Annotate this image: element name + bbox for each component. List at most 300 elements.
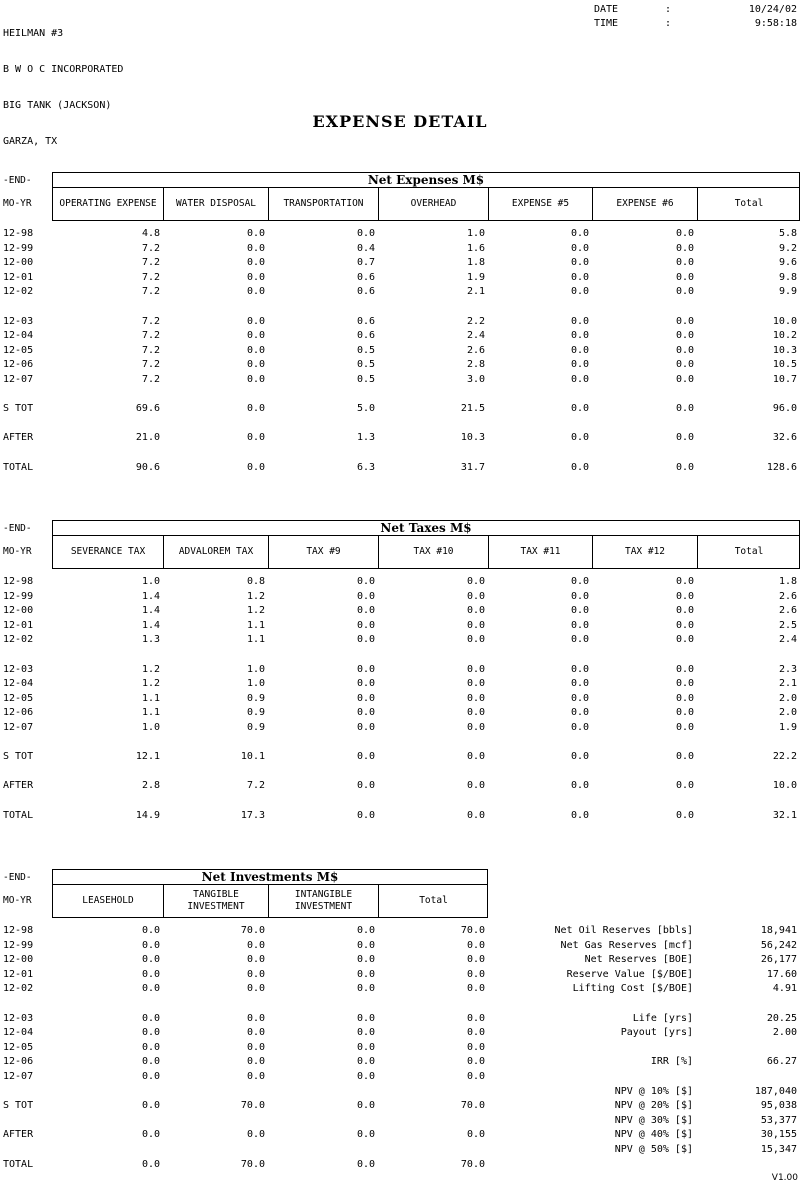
taxes-cell: 1.2 — [141, 678, 160, 690]
taxes-cell: 0.0 — [466, 634, 485, 646]
taxes-cell: 0.0 — [570, 692, 589, 704]
taxes-cell: 12.1 — [135, 751, 160, 763]
expenses-cell: 9.2 — [778, 242, 797, 254]
expenses-cell: 9.6 — [778, 257, 797, 269]
taxes-cell: 2.6 — [778, 590, 797, 602]
expenses-cell: 0.0 — [246, 228, 265, 239]
taxes-cell: 0.0 — [466, 590, 485, 602]
investments-cell: 0.0 — [356, 1129, 375, 1141]
expenses-cell: 0.0 — [246, 344, 265, 356]
taxes-cell: 0.0 — [570, 576, 589, 587]
expenses-cell: 0.4 — [356, 242, 375, 254]
investments-cell: 70.0 — [460, 1100, 485, 1112]
investments-row-label: 12-03 — [3, 1012, 34, 1024]
investments-row-label: 12-98 — [3, 925, 34, 936]
investments-cell: 0.0 — [141, 1027, 160, 1039]
expenses-row-label: 12-07 — [3, 374, 34, 385]
expenses-cell: 9.8 — [778, 271, 797, 283]
expenses-cell: 2.1 — [466, 286, 485, 298]
expenses-cell: 5.8 — [778, 228, 797, 239]
taxes-cell: 2.0 — [778, 707, 797, 719]
expenses-cell: 0.0 — [246, 257, 265, 269]
expenses-cell: 3.0 — [466, 374, 485, 385]
investments-cell: 0.0 — [466, 939, 485, 951]
taxes-cell: 0.0 — [570, 605, 589, 617]
taxes-cell: 1.2 — [141, 663, 160, 675]
investments-end-label: -END- — [3, 872, 32, 883]
expenses-cell: 0.0 — [570, 359, 589, 371]
taxes-column-header: TAX #11 — [520, 546, 561, 557]
expenses-cell: 2.4 — [466, 330, 485, 342]
expenses-row-label: 12-00 — [3, 257, 34, 269]
investments-cell: 0.0 — [141, 968, 160, 980]
expenses-cell: 21.0 — [135, 432, 160, 444]
expenses-cell: 0.0 — [246, 374, 265, 385]
taxes-cell: 2.8 — [141, 780, 160, 792]
taxes-cell: 0.0 — [356, 678, 375, 690]
expenses-cell: 0.0 — [675, 432, 694, 444]
field-name: BIG TANK (JACKSON) — [3, 100, 112, 111]
taxes-cell: 1.2 — [246, 605, 265, 617]
taxes-cell: 0.9 — [246, 707, 265, 719]
expenses-cell: 0.0 — [570, 242, 589, 254]
expenses-cell: 2.6 — [466, 344, 485, 356]
expenses-cell: 7.2 — [141, 242, 160, 254]
taxes-cell: 0.0 — [675, 780, 694, 792]
investments-cell: 0.0 — [246, 954, 265, 966]
expenses-cell: 0.0 — [675, 286, 694, 298]
taxes-cell: 0.0 — [675, 809, 694, 821]
expenses-row-label: 12-06 — [3, 359, 34, 371]
investments-row-label: 12-00 — [3, 954, 34, 966]
investments-group-title: Net Investments M$ — [201, 870, 339, 884]
expenses-cell: 10.0 — [772, 315, 797, 327]
taxes-cell: 0.0 — [570, 634, 589, 646]
taxes-cell: 0.0 — [466, 780, 485, 792]
summary-value: 66.27 — [766, 1056, 797, 1068]
taxes-end-label: -END- — [3, 523, 32, 534]
investments-cell: 0.0 — [356, 1056, 375, 1068]
expenses-column-header: Total — [734, 198, 764, 209]
expenses-column-header: EXPENSE #6 — [616, 198, 674, 209]
summary-label: Net Gas Reserves [mcf] — [560, 939, 693, 951]
expenses-cell: 4.8 — [141, 228, 160, 239]
expenses-cell: 1.3 — [356, 432, 375, 444]
expenses-cell: 0.0 — [570, 315, 589, 327]
report-header-block — [3, 4, 123, 160]
expenses-cell: 0.0 — [570, 403, 589, 415]
investments-row-label: 12-01 — [3, 968, 34, 980]
expenses-cell: 0.0 — [570, 271, 589, 283]
investments-cell: 0.0 — [141, 983, 160, 995]
investments-cell: 0.0 — [141, 1041, 160, 1053]
investments-row-label: 12-05 — [3, 1041, 34, 1053]
investments-cell: 70.0 — [240, 1158, 265, 1170]
investments-cell: 0.0 — [246, 983, 265, 995]
taxes-cell: 0.0 — [570, 678, 589, 690]
taxes-cell: 0.0 — [675, 678, 694, 690]
taxes-row-label: AFTER — [3, 780, 34, 792]
expenses-cell: 0.5 — [356, 344, 375, 356]
investments-column-header: Total — [419, 895, 448, 906]
expenses-cell: 0.0 — [246, 330, 265, 342]
taxes-moyr-label: MO-YR — [3, 546, 32, 557]
taxes-cell: 17.3 — [240, 809, 265, 821]
expenses-cell: 21.5 — [460, 403, 485, 415]
taxes-cell: 7.2 — [246, 780, 265, 792]
expenses-cell: 31.7 — [460, 461, 485, 473]
summary-value: 53,377 — [760, 1114, 797, 1126]
expenses-cell: 0.0 — [675, 403, 694, 415]
taxes-row-label: 12-03 — [3, 663, 34, 675]
investments-cell: 0.0 — [466, 968, 485, 980]
expenses-row-label: TOTAL — [3, 461, 34, 473]
summary-label: Lifting Cost [$/BOE] — [572, 983, 693, 995]
taxes-cell: 32.1 — [772, 809, 797, 821]
investments-row-label: TOTAL — [3, 1158, 34, 1170]
taxes-column-header: TAX #9 — [306, 546, 341, 557]
taxes-cell: 0.0 — [570, 722, 589, 733]
taxes-cell: 0.0 — [570, 780, 589, 792]
expenses-cell: 0.0 — [675, 228, 694, 239]
expenses-cell: 0.0 — [570, 257, 589, 269]
expenses-row-label: 12-99 — [3, 242, 34, 254]
taxes-cell: 1.3 — [141, 634, 160, 646]
investments-cell: 0.0 — [466, 1056, 485, 1068]
expenses-cell: 0.0 — [246, 315, 265, 327]
investments-cell: 0.0 — [356, 1027, 375, 1039]
summary-value: 95,038 — [760, 1100, 797, 1112]
expenses-cell: 32.6 — [772, 432, 797, 444]
investments-row-label: S TOT — [3, 1100, 34, 1112]
expenses-cell: 7.2 — [141, 286, 160, 298]
investments-row-label: 12-02 — [3, 983, 34, 995]
company-name: B W O C INCORPORATED — [3, 64, 124, 75]
taxes-cell: 0.0 — [356, 692, 375, 704]
taxes-cell: 1.2 — [246, 590, 265, 602]
taxes-cell: 0.0 — [570, 590, 589, 602]
expenses-cell: 0.5 — [356, 359, 375, 371]
expenses-cell: 7.2 — [141, 330, 160, 342]
expenses-cell: 7.2 — [141, 315, 160, 327]
expenses-cell: 10.2 — [772, 330, 797, 342]
taxes-cell: 0.0 — [570, 619, 589, 631]
investments-cell: 0.0 — [356, 939, 375, 951]
investments-cell: 0.0 — [466, 954, 485, 966]
taxes-cell: 1.0 — [246, 678, 265, 690]
taxes-cell: 0.0 — [356, 809, 375, 821]
investments-cell: 0.0 — [466, 983, 485, 995]
expenses-cell: 0.0 — [675, 461, 694, 473]
summary-value: 4.91 — [772, 983, 797, 995]
expenses-cell: 0.0 — [356, 228, 375, 239]
taxes-cell: 1.4 — [141, 590, 160, 602]
investments-cell: 70.0 — [460, 925, 485, 936]
investments-cell: 70.0 — [240, 925, 265, 936]
taxes-row-label: 12-99 — [3, 590, 34, 602]
taxes-cell: 0.0 — [356, 576, 375, 587]
investments-cell: 0.0 — [356, 968, 375, 980]
taxes-cell: 0.0 — [466, 722, 485, 733]
summary-value: 2.00 — [772, 1027, 797, 1039]
summary-label: NPV @ 50% [$] — [614, 1144, 693, 1155]
investments-column-header: TANGIBLE INVESTMENT — [187, 889, 245, 912]
taxes-row-label: 12-05 — [3, 692, 34, 704]
expenses-cell: 10.3 — [772, 344, 797, 356]
expenses-cell: 0.0 — [570, 374, 589, 385]
expenses-cell: 96.0 — [772, 403, 797, 415]
investments-cell: 0.0 — [356, 1012, 375, 1024]
investments-cell: 0.0 — [466, 1071, 485, 1082]
investments-moyr-label: MO-YR — [3, 895, 32, 906]
expenses-row-label: 12-98 — [3, 228, 34, 239]
expenses-row-label: 12-05 — [3, 344, 34, 356]
expenses-cell: 128.6 — [766, 461, 797, 473]
version-label: V1.00 — [771, 1173, 798, 1183]
taxes-cell: 10.0 — [772, 780, 797, 792]
taxes-column-header: TAX #10 — [413, 546, 454, 557]
expenses-cell: 10.3 — [460, 432, 485, 444]
time-separator: : — [665, 18, 672, 29]
expenses-cell: 0.0 — [246, 432, 265, 444]
taxes-cell: 0.0 — [675, 692, 694, 704]
taxes-cell: 2.6 — [778, 605, 797, 617]
investments-cell: 0.0 — [141, 1056, 160, 1068]
taxes-cell: 0.0 — [356, 707, 375, 719]
investments-cell: 70.0 — [240, 1100, 265, 1112]
taxes-cell: 0.0 — [466, 751, 485, 763]
investments-cell: 0.0 — [466, 1012, 485, 1024]
expenses-cell: 0.0 — [246, 403, 265, 415]
expenses-cell: 7.2 — [141, 271, 160, 283]
expenses-cell: 0.0 — [570, 228, 589, 239]
investments-cell: 0.0 — [246, 1071, 265, 1082]
expenses-cell: 0.0 — [246, 359, 265, 371]
expenses-column-header: TRANSPORTATION — [283, 198, 364, 209]
investments-cell: 0.0 — [466, 1041, 485, 1053]
taxes-cell: 0.0 — [675, 605, 694, 617]
taxes-cell: 0.0 — [570, 809, 589, 821]
expenses-cell: 6.3 — [356, 461, 375, 473]
taxes-cell: 0.0 — [466, 663, 485, 675]
summary-label: Payout [yrs] — [620, 1027, 693, 1039]
investments-cell: 0.0 — [246, 1041, 265, 1053]
expenses-row-label: 12-04 — [3, 330, 34, 342]
investments-cell: 0.0 — [141, 1071, 160, 1082]
investments-cell: 0.0 — [246, 1056, 265, 1068]
taxes-cell: 14.9 — [135, 809, 160, 821]
investments-row-label: 12-99 — [3, 939, 34, 951]
expenses-cell: 0.6 — [356, 330, 375, 342]
taxes-row-label: TOTAL — [3, 809, 34, 821]
expenses-cell: 0.0 — [675, 344, 694, 356]
investments-row-label: 12-07 — [3, 1071, 34, 1082]
investments-cell: 0.0 — [141, 925, 160, 936]
investments-cell: 0.0 — [246, 1129, 265, 1141]
taxes-cell: 0.0 — [570, 707, 589, 719]
taxes-cell: 0.0 — [466, 605, 485, 617]
summary-label: IRR [%] — [650, 1056, 693, 1068]
investments-cell: 0.0 — [141, 939, 160, 951]
summary-label: NPV @ 10% [$] — [614, 1085, 693, 1097]
taxes-cell: 1.1 — [141, 707, 160, 719]
taxes-cell: 0.0 — [356, 780, 375, 792]
taxes-column-header: ADVALOREM TAX — [178, 546, 254, 557]
expenses-cell: 2.8 — [466, 359, 485, 371]
taxes-cell: 0.0 — [356, 619, 375, 631]
taxes-cell: 1.1 — [246, 634, 265, 646]
summary-label: NPV @ 40% [$] — [614, 1129, 693, 1141]
expenses-cell: 0.7 — [356, 257, 375, 269]
expenses-cell: 2.2 — [466, 315, 485, 327]
expenses-cell: 0.0 — [675, 257, 694, 269]
expenses-group-title: Net Expenses M$ — [367, 173, 485, 187]
taxes-cell: 0.0 — [466, 619, 485, 631]
summary-label: Net Reserves [BOE] — [584, 954, 693, 966]
expenses-cell: 0.0 — [570, 286, 589, 298]
taxes-cell: 1.9 — [778, 722, 797, 733]
taxes-row-label: S TOT — [3, 751, 34, 763]
expenses-column-header: OPERATING EXPENSE — [59, 198, 157, 209]
investments-cell: 0.0 — [356, 1041, 375, 1053]
expenses-cell: 0.0 — [675, 330, 694, 342]
investments-cell: 0.0 — [356, 1071, 375, 1082]
taxes-cell: 1.1 — [246, 619, 265, 631]
investments-row-label: AFTER — [3, 1129, 34, 1141]
page-title: EXPENSE DETAIL — [312, 112, 488, 131]
expenses-cell: 5.0 — [356, 403, 375, 415]
investments-cell: 0.0 — [246, 968, 265, 980]
taxes-column-header: Total — [734, 546, 764, 557]
investments-cell: 70.0 — [460, 1158, 485, 1170]
investments-cell: 0.0 — [466, 1027, 485, 1039]
investments-cell: 0.0 — [466, 1129, 485, 1141]
summary-label: Net Oil Reserves [bbls] — [554, 925, 693, 936]
expenses-cell: 0.0 — [675, 315, 694, 327]
time-label: TIME — [594, 18, 619, 29]
taxes-cell: 0.0 — [675, 663, 694, 675]
investments-cell: 0.0 — [246, 1012, 265, 1024]
expenses-cell: 0.0 — [246, 286, 265, 298]
summary-label: Life [yrs] — [632, 1012, 693, 1024]
taxes-cell: 0.0 — [356, 663, 375, 675]
investments-cell: 0.0 — [356, 1158, 375, 1170]
taxes-cell: 22.2 — [772, 751, 797, 763]
taxes-cell: 0.0 — [675, 619, 694, 631]
expenses-cell: 0.0 — [246, 461, 265, 473]
investments-cell: 0.0 — [246, 939, 265, 951]
taxes-row-label: 12-07 — [3, 722, 34, 733]
investments-cell: 0.0 — [141, 1012, 160, 1024]
taxes-cell: 0.0 — [675, 707, 694, 719]
expenses-row-label: 12-01 — [3, 271, 34, 283]
expenses-column-header: OVERHEAD — [410, 198, 457, 209]
investments-cell: 0.0 — [141, 1158, 160, 1170]
taxes-cell: 1.0 — [141, 722, 160, 733]
expenses-cell: 0.6 — [356, 286, 375, 298]
taxes-cell: 2.3 — [778, 663, 797, 675]
expenses-row-label: 12-03 — [3, 315, 34, 327]
taxes-column-header: TAX #12 — [624, 546, 666, 557]
expenses-cell: 1.9 — [466, 271, 485, 283]
investments-cell: 0.0 — [356, 925, 375, 936]
expenses-cell: 0.0 — [675, 359, 694, 371]
summary-value: 187,040 — [754, 1085, 797, 1097]
investments-cell: 0.0 — [141, 1100, 160, 1112]
taxes-cell: 0.8 — [246, 576, 265, 587]
investments-cell: 0.0 — [356, 983, 375, 995]
expenses-column-header: WATER DISPOSAL — [175, 198, 257, 209]
investments-cell: 0.0 — [356, 954, 375, 966]
taxes-cell: 0.0 — [675, 751, 694, 763]
date-value: 10/24/02 — [748, 4, 797, 15]
expenses-cell: 69.6 — [135, 403, 160, 415]
taxes-cell: 0.0 — [356, 590, 375, 602]
date-separator: : — [665, 4, 672, 15]
taxes-row-label: 12-98 — [3, 576, 34, 587]
expenses-cell: 7.2 — [141, 359, 160, 371]
summary-value: 15,347 — [760, 1144, 797, 1155]
expenses-cell: 0.0 — [246, 271, 265, 283]
taxes-cell: 2.0 — [778, 692, 797, 704]
expenses-cell: 0.6 — [356, 315, 375, 327]
taxes-cell: 0.0 — [356, 722, 375, 733]
expenses-row-label: S TOT — [3, 403, 34, 415]
expenses-cell: 7.2 — [141, 344, 160, 356]
expenses-cell: 9.9 — [778, 286, 797, 298]
expenses-cell: 90.6 — [135, 461, 160, 473]
expenses-cell: 0.5 — [356, 374, 375, 385]
investments-row-label: 12-06 — [3, 1056, 34, 1068]
taxes-cell: 1.1 — [141, 692, 160, 704]
expenses-row-label: AFTER — [3, 432, 34, 444]
taxes-cell: 0.0 — [570, 751, 589, 763]
investments-cell: 0.0 — [246, 1027, 265, 1039]
taxes-row-label: 12-00 — [3, 605, 34, 617]
expenses-row-label: 12-02 — [3, 286, 34, 298]
expenses-cell: 0.0 — [675, 271, 694, 283]
county-state: GARZA, TX — [3, 136, 58, 147]
expenses-cell: 10.5 — [772, 359, 797, 371]
taxes-cell: 0.9 — [246, 722, 265, 733]
time-value: 9:58:18 — [754, 18, 797, 29]
taxes-cell: 2.4 — [778, 634, 797, 646]
expenses-cell: 7.2 — [141, 374, 160, 385]
taxes-cell: 0.0 — [466, 707, 485, 719]
taxes-cell: 0.0 — [675, 576, 694, 587]
taxes-cell: 0.0 — [356, 605, 375, 617]
taxes-cell: 10.1 — [240, 751, 265, 763]
expenses-cell: 0.0 — [570, 330, 589, 342]
investments-column-header: INTANGIBLE INVESTMENT — [294, 889, 353, 912]
taxes-row-label: 12-02 — [3, 634, 34, 646]
taxes-cell: 1.4 — [141, 619, 160, 631]
taxes-cell: 1.8 — [778, 576, 797, 587]
taxes-cell: 0.0 — [570, 663, 589, 675]
expenses-cell: 1.6 — [466, 242, 485, 254]
expenses-column-header: EXPENSE #5 — [511, 198, 570, 209]
summary-value: 26,177 — [760, 954, 797, 966]
taxes-cell: 2.1 — [778, 678, 797, 690]
taxes-row-label: 12-06 — [3, 707, 34, 719]
taxes-cell: 1.4 — [141, 605, 160, 617]
expenses-cell: 0.0 — [675, 242, 694, 254]
taxes-group-title: Net Taxes M$ — [380, 521, 472, 535]
summary-value: 56,242 — [760, 939, 797, 951]
taxes-cell: 0.0 — [356, 751, 375, 763]
summary-value: 18,941 — [760, 925, 797, 936]
expenses-end-label: -END- — [3, 175, 32, 186]
